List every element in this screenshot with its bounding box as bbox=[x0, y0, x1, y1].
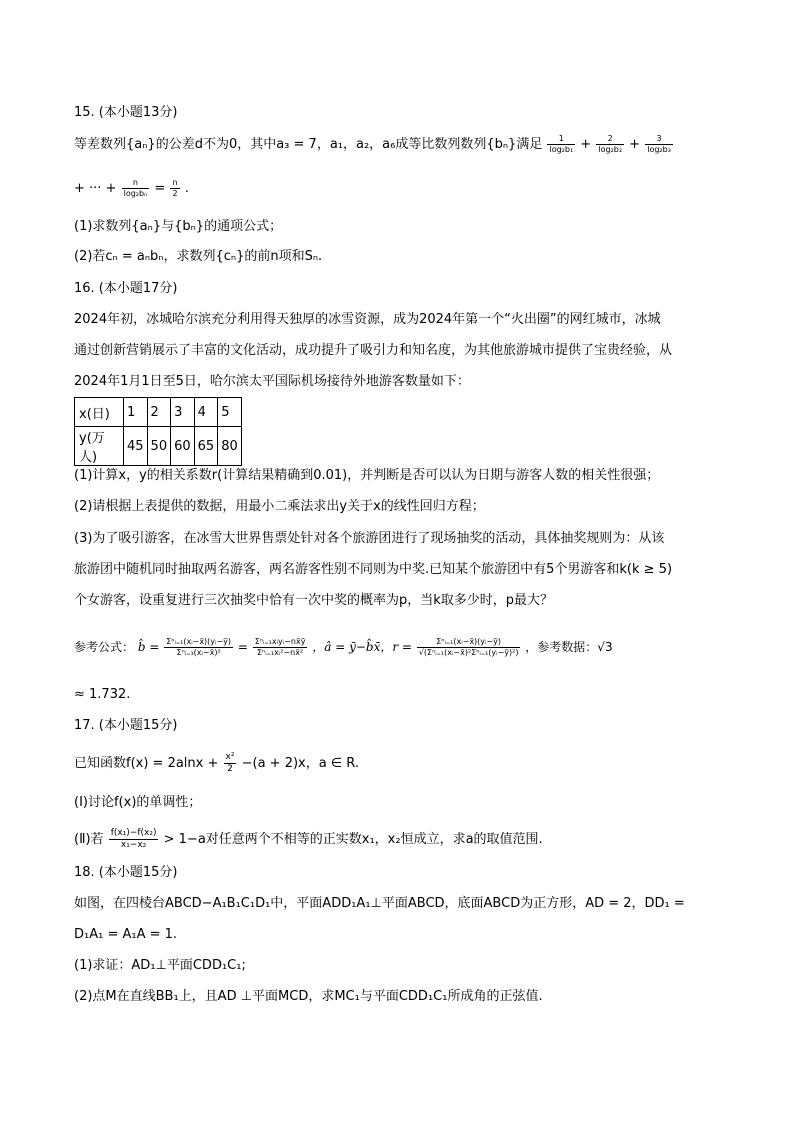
q15-part-2: (2)若cₙ = aₙbₙ，求数列{cₙ}的前n项和Sₙ. bbox=[74, 249, 323, 264]
r-fraction: $\frac{\text{Σⁿᵢ₌₁(xᵢ−x̄)(yᵢ−ȳ)}}{\text{√(Σⁿᵢ₌₁(xᵢ−x̄)²Σⁿᵢ₌₁(yᵢ−ȳ)²)}}$ bbox=[418, 637, 519, 657]
table-row bbox=[75, 427, 242, 466]
q17-part-1: (Ⅰ)讨论f(x)的单调性； bbox=[74, 795, 202, 810]
q17-part-2-prefix: (Ⅱ)若 bbox=[74, 832, 104, 847]
q16-part-3-line-3: 个女游客，设重复进行三次抽奖中恰有一次中奖的概率为p，当k取多少时，p最大？ bbox=[74, 593, 554, 608]
q16-part-3-line-1: (3)为了吸引游客，在冰雪大世界售票处针对各个旅游团进行了现场抽奖的活动，具体抽奖规则为：从该 bbox=[74, 531, 665, 546]
q15-part-1: (1)求数列{aₙ}与{bₙ}的通项公式； bbox=[74, 219, 283, 234]
table-cell: 65 bbox=[194, 427, 218, 466]
table-cell: 45 bbox=[124, 427, 148, 466]
q17-stem-suffix: −(a + 2)x，a ∈ R. bbox=[241, 756, 359, 771]
q17-fraction: $\frac{\text{x²}}{2}$ bbox=[225, 752, 235, 774]
q18-paragraph-line-1: 如图，在四棱台ABCD−A₁B₁C₁D₁中，平面ADD₁A₁⊥平面ABCD，底面ABCD为正方形，AD = 2，DD₁ = bbox=[74, 896, 685, 911]
q15-stem-text: 等差数列{aₙ}的公差d不为0，其中a₃ = 7，a₁，a₂，a₆成等比数列数列{bₙ}满足 bbox=[74, 137, 543, 152]
q16-paragraph-line-1: 2024年初，冰城哈尔滨充分利用得天独厚的冰雪资源，成为2024年第一个“火出圈”的网红城市，冰城 bbox=[74, 312, 661, 327]
q16-part-2: (2)请根据上表提供的数据，用最小二乘法求出y关于x的线性回归方程； bbox=[74, 499, 485, 514]
table-row bbox=[75, 398, 242, 427]
table-cell: 1 bbox=[124, 398, 148, 427]
q17-stem-prefix: 已知函数f(x) = 2alnx + bbox=[74, 756, 219, 771]
table-header-y: y(万人) bbox=[75, 427, 124, 466]
q16-header: 16. (本小题17分) bbox=[74, 281, 178, 296]
q15-stem-prefix: + ··· + bbox=[74, 181, 117, 196]
table-cell: 5 bbox=[218, 398, 242, 427]
q16-reference-formulas: 参考公式： b̂ = $\frac{\text{Σⁿᵢ₌₁(xᵢ−x̄)(yᵢ−ȳ)}}{\text{Σⁿᵢ₌₁(xᵢ−x̄)²}}$ = $\frac{\text{Σⁿᵢ₌₁xᵢyᵢ−nx̄ȳ}}{\text{Σⁿᵢ₌₁xᵢ²−nx̄²}}$ ，â = ȳ−b̂x̄，r = $\frac{\text{Σⁿᵢ₌₁(xᵢ−x̄)(yᵢ−ȳ)}}{\text{√(Σⁿᵢ₌₁(xᵢ−x̄)²Σⁿᵢ₌₁(yᵢ−ȳ)²)}}$ ，参考数据：√3 bbox=[74, 637, 613, 657]
table-cell: 2 bbox=[147, 398, 171, 427]
q17-part-2 bbox=[74, 828, 543, 851]
q15-fraction-3: $\frac{3}{\text{log₂b₃}}$ bbox=[647, 134, 671, 154]
b-hat-symbol: b̂ = bbox=[137, 640, 160, 654]
q16-paragraph-line-3: 2024年1月1日至5日，哈尔滨太平国际机场接待外地游客数量如下： bbox=[74, 374, 470, 389]
q16-paragraph-line-2: 通过创新营销展示了丰富的文化活动，成功提升了吸引力和知名度，为其他旅游城市提供了宝贵经验，从 bbox=[74, 343, 673, 358]
a-hat-and-r: ，â = ȳ−b̂x̄，r = bbox=[312, 640, 412, 654]
b-hat-fraction-1: $\frac{\text{Σⁿᵢ₌₁(xᵢ−x̄)(yᵢ−ȳ)}}{\text{Σⁿᵢ₌₁(xᵢ−x̄)²}}$ bbox=[166, 637, 232, 657]
q16-data-table bbox=[74, 397, 242, 466]
table-header-x: x(日) bbox=[75, 398, 124, 427]
q15-fraction-1: $\frac{1}{\text{log₂b₁}}$ bbox=[549, 134, 574, 154]
q18-paragraph-line-2: D₁A₁ = A₁A = 1. bbox=[74, 927, 178, 942]
reference-data: ，参考数据：√3 bbox=[525, 640, 613, 654]
table-cell: 80 bbox=[218, 427, 242, 466]
q15-header: 15. (本小题13分) bbox=[74, 105, 178, 120]
table-cell: 60 bbox=[171, 427, 195, 466]
q15-stem-line-1: 等差数列{aₙ}的公差d不为0，其中a₃ = 7，a₁，a₂，a₆成等比数列数列{bₙ}满足 $\frac{1}{\text{log₂b₁}}$ + $\frac{2}{\text{log₂b₂}}$ + $\frac{3}{\text{log₂b₃}}$ bbox=[74, 134, 671, 154]
table-cell: 4 bbox=[194, 398, 218, 427]
q16-part-3-line-2: 旅游团中随机同时抽取两名游客，两名游客性别不同则为中奖.已知某个旅游团中有5个男游客和k(k ≥ 5) bbox=[74, 562, 673, 577]
q18-part-1: (1)求证：AD₁⊥平面CDD₁C₁; bbox=[74, 958, 246, 973]
q15-fraction-n: $\frac{n}{\text{log₂bₙ}}$ bbox=[123, 178, 148, 198]
q17-part-2-suffix: > 1−a对任意两个不相等的正实数x₁，x₂恒成立，求a的取值范围. bbox=[163, 832, 543, 847]
table-cell: 50 bbox=[147, 427, 171, 466]
q17-difference-quotient: $\frac{\text{f(x₁)−f(x₂)}}{\text{x₁−x₂}}$ bbox=[110, 828, 157, 850]
q18-header: 18. (本小题15分) bbox=[74, 865, 178, 880]
q15-fraction-2: $\frac{2}{\text{log₂b₂}}$ bbox=[598, 134, 623, 154]
q15-stem-line-2: + ··· + $\frac{n}{\text{log₂bₙ}}$ = $\frac{n}{2}$ . bbox=[74, 178, 189, 198]
b-hat-fraction-2: $\frac{\text{Σⁿᵢ₌₁xᵢyᵢ−nx̄ȳ}}{\text{Σⁿᵢ₌₁xᵢ²−nx̄²}}$ bbox=[254, 637, 306, 657]
q16-part-1: (1)计算x，y的相关系数r(计算结果精确到0.01)，并判断是否可以认为日期与游客人数的相关性很强； bbox=[74, 468, 660, 483]
q15-fraction-rhs: $\frac{n}{2}$ bbox=[172, 178, 178, 198]
q17-stem bbox=[74, 752, 359, 775]
q18-part-2: (2)点M在直线BB₁上，且AD ⊥平面MCD，求MC₁与平面CDD₁C₁所成角的正弦值. bbox=[74, 989, 543, 1004]
reference-label: 参考公式： bbox=[74, 640, 135, 654]
q17-header: 17. (本小题15分) bbox=[74, 718, 178, 733]
table-cell: 3 bbox=[171, 398, 195, 427]
q16-approx-value: ≈ 1.732. bbox=[74, 687, 131, 702]
